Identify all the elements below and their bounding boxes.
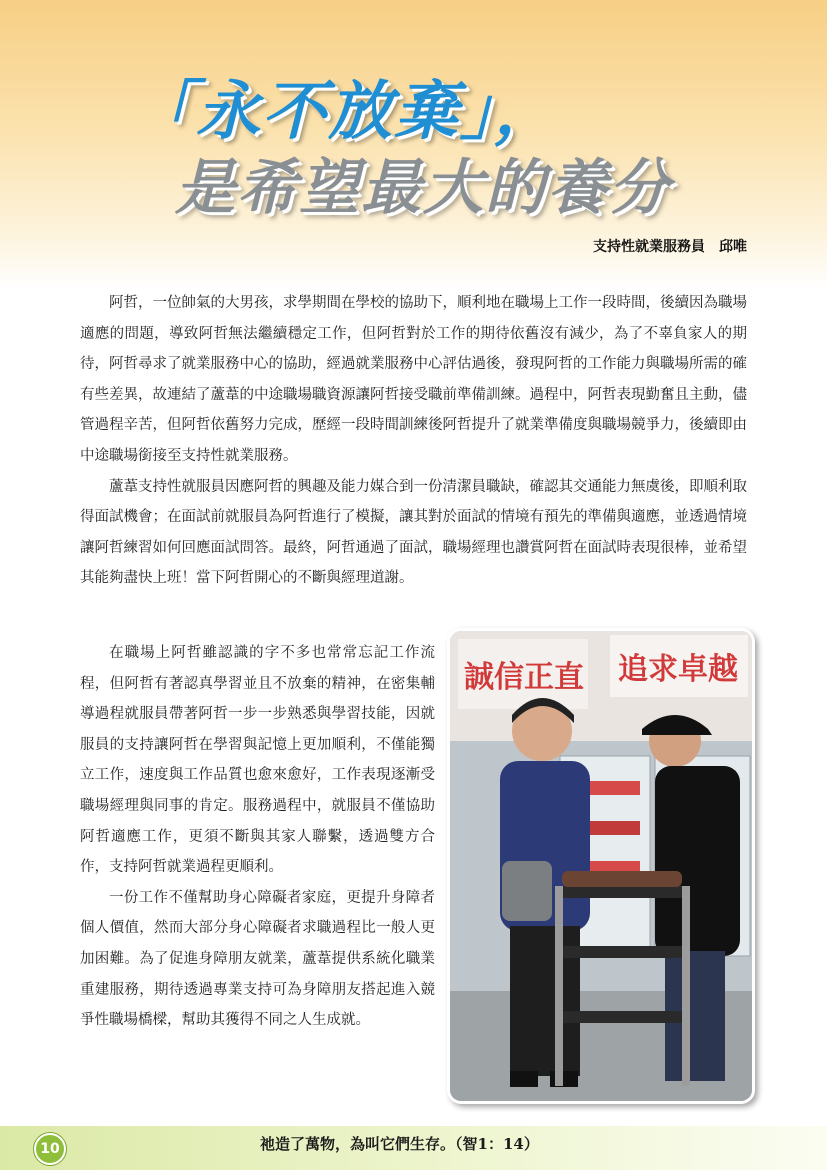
paragraph: 阿哲，一位帥氣的大男孩，求學期間在學校的協助下，順利地在職場上工作一段時間，後續因為職場適應的問題，導致阿哲無法繼續穩定工作，但阿哲對於工作的期待依舊沒有減少，為了不辜負家人的期待，阿哲尋求了就業服務中心的協助，經過就業服務中心評估過後，發現阿哲的工作能力與職場所需的確有些差異，故連結了蘆葦的中途職場職資源讓阿哲接受職前準備訓練。過程中，阿哲表現勤奮且主動，儘管過程辛苦，但阿哲依舊努力完成，歷經一段時間訓練後阿哲提升了就業準備度與職場競爭力，後續即由中途職場銜接至支持性就業服務。 (80, 295, 747, 464)
sign-right-text: 追求卓越 (618, 652, 738, 687)
paragraph: 蘆葦支持性就服員因應阿哲的興趣及能力媒合到一份清潔員職缺，確認其交通能力無虞後，即順利取得面試機會；在面試前就服員為阿哲進行了模擬，讓其對於面試的情境有預先的準備與適應，並透過情境讓阿哲練習如何回應面試問答。最終，阿哲通過了面試，職場經理也讚賞阿哲在面試時表現很棒，並希望其能夠盡快上班！當下阿哲開心的不斷與經理道謝。 (80, 478, 747, 587)
footer-verse: 祂造了萬物，為叫它們生存。（智1：14） (260, 1135, 539, 1153)
paragraph: 在職場上阿哲雖認識的字不多也常常忘記工作流程，但阿哲有著認真學習並且不放棄的精神，在密集輔導過程就服員帶著阿哲一步一步熟悉與學習技能，因就服員的支持讓阿哲在學習與記憶上更加順利，不僅能獨立工作，速度與工作品質也愈來愈好，工作表現逐漸受職場經理與同事的肯定。服務過程中，就服員不僅協助阿哲適應工作，更須不斷與其家人聯繫，透過雙方合作，支持阿哲就業過程更順利。 (80, 645, 435, 876)
article-body-full (80, 288, 747, 594)
author-name: 邱唯 (719, 239, 747, 255)
photo-illustration (450, 631, 752, 1101)
paragraph: 一份工作不僅幫助身心障礙者家庭，更提升身障者個人價值，然而大部分身心障礙者求職過程比一般人更加困難。為了促進身障朋友就業，蘆葦提供系統化職業重建服務，期待透過專業支持可為身障朋友搭起進入競爭性職場橋樑，幫助其獲得不同之人生成就。 (80, 889, 435, 1029)
page-number: 10 (34, 1133, 66, 1165)
article-photo (447, 628, 755, 1104)
article-title-line2: 是希望最大的養分 (175, 153, 671, 223)
sign-left-text: 誠信正直 (464, 660, 584, 695)
author-byline (593, 236, 747, 256)
article-body-narrow (80, 638, 435, 1036)
article-title-line1: 「永不放棄」， (130, 75, 560, 149)
author-role: 支持性就業服務員 (593, 239, 705, 255)
